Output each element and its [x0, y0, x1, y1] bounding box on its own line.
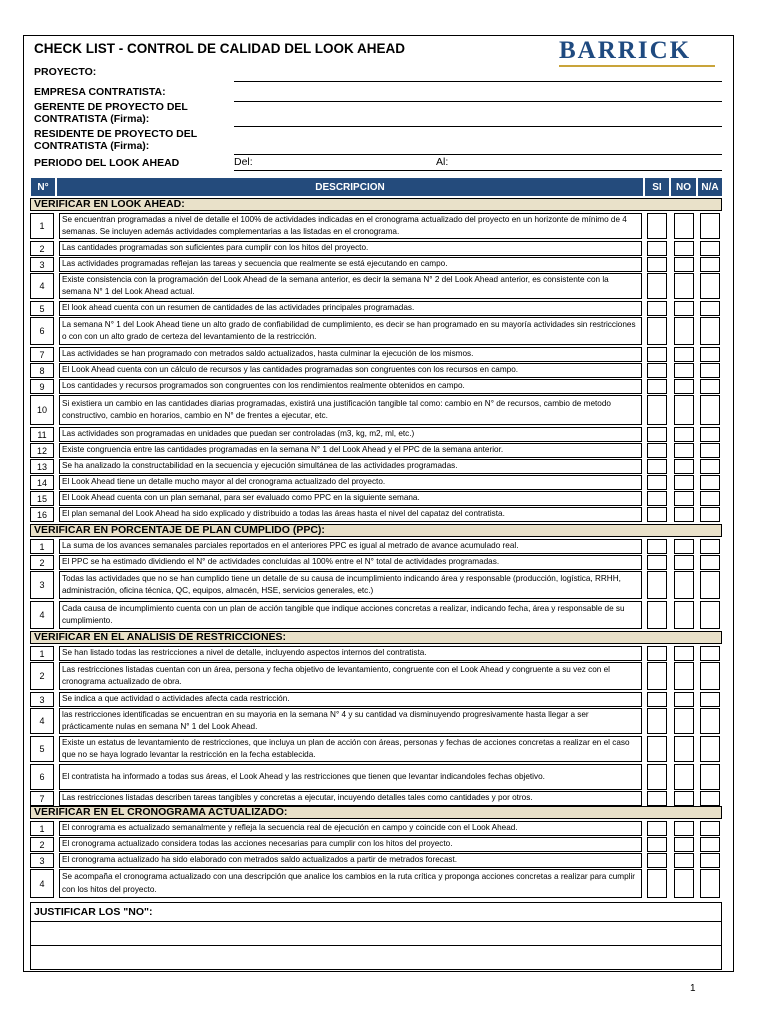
- item-description-text: El contratista ha informado a todas sus áreas, el Look Ahead y las restricciones que tienen que levantar indicandoles fechas objetivo.: [62, 771, 545, 781]
- item-number: 4: [30, 869, 54, 898]
- item-description: [59, 555, 642, 570]
- item-description-text: El PPC se ha estimado dividiendo el N° de actividades concluidas al 100% entre el N° total de actividades programadas.: [62, 557, 500, 567]
- item-description-text: Las actividades se han programado con metrados saldo actualizados, hasta culminar la ejecución de los mismos.: [62, 349, 474, 359]
- item-description-text: El Look Ahead cuenta con un plan semanal, para ser evaluado como PPC en la siguiente semana.: [62, 493, 420, 503]
- table-header: [30, 177, 723, 197]
- col-na-header: N/A: [697, 177, 723, 197]
- item-description-text: Existe consistencia con la programación del Look Ahead de la semana anterior, es decir la semana N° 2 del Look Ahead anterior, es consistente con la semana N° 1 del Look Ahead actual.: [62, 274, 609, 296]
- section-title: VERIFICAR EN EL ANÁLISIS DE RESTRICCIONES:: [30, 631, 722, 644]
- checklist-row: [30, 601, 722, 629]
- no-checkbox[interactable]: [674, 539, 694, 554]
- period-to-label: Al:: [436, 156, 449, 168]
- si-checkbox[interactable]: [647, 837, 667, 852]
- checklist-row: [30, 241, 722, 256]
- col-no-header: NO: [670, 177, 697, 197]
- no-checkbox[interactable]: [674, 764, 694, 790]
- item-description-text: Todas las actividades que no se han cumplido tiene un detalle de su causa de incumplimiento indicando área y responsable (producción, logística, RRHH, administración, oficina técnica, QC, equipos, almacén, HSE, servicios generales, etc.): [62, 573, 621, 595]
- no-checkbox[interactable]: [674, 555, 694, 570]
- no-checkbox[interactable]: [674, 475, 694, 490]
- no-checkbox[interactable]: [674, 736, 694, 762]
- no-checkbox[interactable]: [674, 491, 694, 506]
- item-description: [59, 601, 642, 629]
- checklist-row: [30, 273, 722, 299]
- si-checkbox[interactable]: [647, 821, 667, 836]
- si-checkbox[interactable]: [647, 317, 667, 345]
- na-checkbox[interactable]: [700, 301, 720, 316]
- item-number: 4: [30, 601, 54, 629]
- no-checkbox[interactable]: [674, 837, 694, 852]
- item-description-text: El plan semanal del Look Ahead ha sido explicado y distribuido a todas las áreas hasta el nivel del capataz del contratista.: [62, 509, 505, 519]
- checklist-row: [30, 301, 722, 316]
- item-description: [59, 764, 642, 790]
- item-description: [59, 853, 642, 868]
- item-description-text: El look ahead cuenta con un resumen de cantidades de las actividades principales programadas.: [62, 303, 415, 313]
- checklist-row: [30, 539, 722, 554]
- si-checkbox[interactable]: [647, 363, 667, 378]
- checklist-row: [30, 257, 722, 272]
- field-label-empresa: EMPRESA CONTRATISTA:: [34, 86, 166, 98]
- no-checkbox[interactable]: [674, 273, 694, 299]
- na-checkbox[interactable]: [700, 507, 720, 522]
- si-checkbox[interactable]: [647, 475, 667, 490]
- item-number: 2: [30, 241, 54, 256]
- si-checkbox[interactable]: [647, 791, 667, 806]
- no-checkbox[interactable]: [674, 301, 694, 316]
- item-number: 2: [30, 662, 54, 690]
- checklist-row: [30, 736, 722, 762]
- item-number: 4: [30, 708, 54, 734]
- si-checkbox[interactable]: [647, 257, 667, 272]
- item-number: 4: [30, 273, 54, 299]
- item-number: 1: [30, 821, 54, 836]
- na-checkbox[interactable]: [700, 764, 720, 790]
- no-checkbox[interactable]: [674, 317, 694, 345]
- no-checkbox[interactable]: [674, 347, 694, 362]
- logo-underline: [559, 65, 715, 67]
- field-line-proyecto[interactable]: [234, 81, 722, 82]
- item-description: [59, 273, 642, 299]
- item-number: 3: [30, 853, 54, 868]
- si-checkbox[interactable]: [647, 301, 667, 316]
- si-checkbox[interactable]: [647, 491, 667, 506]
- item-description-text: El conrograma es actualizado semanalmente y refleja la secuencia real de ejecución en campo y coincide con el Look Ahead.: [62, 823, 518, 833]
- checklist-row: [30, 459, 722, 474]
- no-checkbox[interactable]: [674, 379, 694, 394]
- checklist-row: [30, 317, 722, 345]
- item-number: 3: [30, 571, 54, 599]
- na-checkbox[interactable]: [700, 317, 720, 345]
- item-description-text: Se encuentran programadas a nivel de detalle el 100% de actividades indicadas en el cronograma actualizado del proyecto en un horizonte de mínimo de 4 semanas. Se incluyen además actividades complementarias a las listadas en el cronograma.: [62, 214, 627, 236]
- no-checkbox[interactable]: [674, 853, 694, 868]
- na-checkbox[interactable]: [700, 427, 720, 442]
- si-checkbox[interactable]: [647, 347, 667, 362]
- checklist-row: [30, 791, 722, 806]
- item-description: [59, 317, 642, 345]
- item-number: 15: [30, 491, 54, 506]
- item-description: [59, 459, 642, 474]
- justify-box: [30, 902, 722, 970]
- item-number: 3: [30, 692, 54, 707]
- na-checkbox[interactable]: [700, 241, 720, 256]
- item-description: [59, 736, 642, 762]
- checklist-row: [30, 555, 722, 570]
- no-checkbox[interactable]: [674, 257, 694, 272]
- si-checkbox[interactable]: [647, 708, 667, 734]
- si-checkbox[interactable]: [647, 764, 667, 790]
- checklist-row: [30, 764, 722, 790]
- item-description-text: El cronograma actualizado considera todas las acciones necesarias para cumplir con los hitos del proyecto.: [62, 839, 453, 849]
- no-checkbox[interactable]: [674, 459, 694, 474]
- checklist-row: [30, 507, 722, 522]
- col-num-header: N°: [30, 177, 56, 197]
- item-description: [59, 491, 642, 506]
- item-number: 14: [30, 475, 54, 490]
- si-checkbox[interactable]: [647, 539, 667, 554]
- no-checkbox[interactable]: [674, 443, 694, 458]
- barrick-logo: [559, 39, 715, 65]
- checklist-row: [30, 347, 722, 362]
- si-checkbox[interactable]: [647, 241, 667, 256]
- si-checkbox[interactable]: [647, 571, 667, 599]
- item-number: 13: [30, 459, 54, 474]
- item-number: 7: [30, 791, 54, 806]
- no-checkbox[interactable]: [674, 213, 694, 239]
- si-checkbox[interactable]: [647, 379, 667, 394]
- item-description: [59, 395, 642, 425]
- item-number: 1: [30, 539, 54, 554]
- checklist-row: [30, 837, 722, 852]
- checklist-row: [30, 821, 722, 836]
- na-checkbox[interactable]: [700, 491, 720, 506]
- no-checkbox[interactable]: [674, 363, 694, 378]
- na-checkbox[interactable]: [700, 363, 720, 378]
- na-checkbox[interactable]: [700, 692, 720, 707]
- checklist-row: [30, 571, 722, 599]
- na-checkbox[interactable]: [700, 379, 720, 394]
- na-checkbox[interactable]: [700, 853, 720, 868]
- item-description: [59, 571, 642, 599]
- si-checkbox[interactable]: [647, 507, 667, 522]
- si-checkbox[interactable]: [647, 646, 667, 661]
- page-number: 1: [690, 983, 696, 994]
- item-description: [59, 791, 642, 806]
- no-checkbox[interactable]: [674, 427, 694, 442]
- checklist-row: [30, 662, 722, 690]
- item-description-text: La suma de los avances semanales parciales reportados en el anteriores PPC es igual al metrado de avance acumulado real.: [62, 541, 519, 551]
- item-number: 5: [30, 301, 54, 316]
- checklist-row: [30, 646, 722, 661]
- si-checkbox[interactable]: [647, 869, 667, 898]
- no-checkbox[interactable]: [674, 692, 694, 707]
- si-checkbox[interactable]: [647, 213, 667, 239]
- item-description: [59, 708, 642, 734]
- checklist-row: [30, 379, 722, 394]
- checklist-row: [30, 475, 722, 490]
- checklist-page: [23, 35, 734, 972]
- field-label-periodo: PERIODO DEL LOOK AHEAD: [34, 157, 180, 169]
- na-checkbox[interactable]: [700, 791, 720, 806]
- item-number: 8: [30, 363, 54, 378]
- item-description: [59, 539, 642, 554]
- field-line-empresa[interactable]: [234, 101, 722, 102]
- no-checkbox[interactable]: [674, 821, 694, 836]
- item-description: [59, 347, 642, 362]
- item-description: [59, 257, 642, 272]
- item-description-text: Existe congruencia entre las cantidades programadas en la semana N° 1 del Look Ahead y el PPC de la semana anterior.: [62, 445, 504, 455]
- period-from-label: Del:: [234, 156, 253, 168]
- no-checkbox[interactable]: [674, 601, 694, 629]
- item-description-text: Se ha analizado la constructabilidad en la secuencia y ejecución simultánea de las actividades programadas.: [62, 461, 458, 471]
- item-number: 1: [30, 646, 54, 661]
- section-title: VERIFICAR EN LOOK AHEAD:: [30, 198, 722, 211]
- item-description-text: Las cantidades programadas son suficientes para cumplir con los hitos del proyecto.: [62, 243, 369, 253]
- na-checkbox[interactable]: [700, 736, 720, 762]
- na-checkbox[interactable]: [700, 475, 720, 490]
- item-description: [59, 507, 642, 522]
- si-checkbox[interactable]: [647, 273, 667, 299]
- na-checkbox[interactable]: [700, 708, 720, 734]
- item-number: 6: [30, 317, 54, 345]
- item-description: [59, 427, 642, 442]
- item-description: [59, 646, 642, 661]
- justify-label: JUSTIFICAR LOS "NO":: [34, 906, 153, 918]
- si-checkbox[interactable]: [647, 853, 667, 868]
- item-number: 2: [30, 837, 54, 852]
- item-description-text: El cronograma actualizado ha sido elaborado con metrados saldo actualizados a partir de metrados forecast.: [62, 855, 458, 865]
- item-description-text: El Look Ahead tiene un detalle mucho mayor al del cronograma actualizado del proyecto.: [62, 477, 386, 487]
- no-checkbox[interactable]: [674, 869, 694, 898]
- si-checkbox[interactable]: [647, 443, 667, 458]
- na-checkbox[interactable]: [700, 555, 720, 570]
- no-checkbox[interactable]: [674, 708, 694, 734]
- item-number: 16: [30, 507, 54, 522]
- item-description-text: Si existiera un cambio en las cantidades diarias programadas, existirá una justificación tangible tal como: cambio en N° de recursos, cambio de metodo constructivo, cambio en horarios, cambio en N° de frentes a ejecutar, etc.: [62, 398, 611, 420]
- item-number: 9: [30, 379, 54, 394]
- item-description: [59, 379, 642, 394]
- na-checkbox[interactable]: [700, 257, 720, 272]
- item-description-text: Existe un estatus de levantamiento de restricciones, que incluya un plan de acción con áreas, personas y fechas de acciones concretas a realizar en el caso que no se haya logrado levantar la restricción en la fecha establecida.: [62, 737, 630, 759]
- item-description: [59, 869, 642, 898]
- na-checkbox[interactable]: [700, 601, 720, 629]
- item-number: 5: [30, 736, 54, 762]
- no-checkbox[interactable]: [674, 791, 694, 806]
- no-checkbox[interactable]: [674, 507, 694, 522]
- item-number: 3: [30, 257, 54, 272]
- item-description-text: Se indica a que actividad o actividades afecta cada restricción.: [62, 694, 290, 704]
- field-label-proyecto: PROYECTO:: [34, 66, 97, 78]
- item-description-text: Las restricciones listadas cuentan con un área, persona y fecha objetivo de levantamiento, congruente con el Look Ahead y congruente a su vez con el cronograma actualizado de obra.: [62, 664, 611, 686]
- si-checkbox[interactable]: [647, 601, 667, 629]
- checklist-row: [30, 443, 722, 458]
- section-title: VERIFICAR EN EL CRONOGRAMA ACTUALIZADO:: [30, 806, 722, 819]
- field-label-gerente: GERENTE DE PROYECTO DEL CONTRATISTA (Firma):: [34, 101, 188, 125]
- checklist-row: [30, 491, 722, 506]
- na-checkbox[interactable]: [700, 539, 720, 554]
- checklist-row: [30, 853, 722, 868]
- si-checkbox[interactable]: [647, 395, 667, 425]
- item-number: 12: [30, 443, 54, 458]
- item-description: [59, 213, 642, 239]
- si-checkbox[interactable]: [647, 692, 667, 707]
- item-number: 11: [30, 427, 54, 442]
- item-description-text: Las restricciones listadas describen tareas tangibles y concretas a ejecutar, incuyendo detalles tales como cantidades y por otros.: [62, 793, 533, 803]
- page-title: CHECK LIST - CONTROL DE CALIDAD DEL LOOK AHEAD: [34, 41, 405, 56]
- logo-text: BARRICK: [559, 37, 692, 64]
- field-line-periodo[interactable]: [234, 170, 722, 171]
- justify-line[interactable]: [31, 945, 721, 946]
- si-checkbox[interactable]: [647, 662, 667, 690]
- na-checkbox[interactable]: [700, 646, 720, 661]
- no-checkbox[interactable]: [674, 571, 694, 599]
- na-checkbox[interactable]: [700, 347, 720, 362]
- item-description: [59, 821, 642, 836]
- na-checkbox[interactable]: [700, 821, 720, 836]
- item-description: [59, 363, 642, 378]
- na-checkbox[interactable]: [700, 213, 720, 239]
- na-checkbox[interactable]: [700, 662, 720, 690]
- item-number: 10: [30, 395, 54, 425]
- field-label-residente: RESIDENTE DE PROYECTO DEL CONTRATISTA (Firma):: [34, 128, 198, 152]
- col-desc-header: DESCRIPCION: [56, 177, 644, 197]
- na-checkbox[interactable]: [700, 395, 720, 425]
- si-checkbox[interactable]: [647, 459, 667, 474]
- field-line-residente[interactable]: [234, 154, 722, 155]
- si-checkbox[interactable]: [647, 555, 667, 570]
- item-description-text: las restricciones identificadas se encuentran en su mayoria en la semana N° 4 y su cantidad va disminuyendo progresivamente hasta llegar a ser prácticamente nulas en semana N° 1 del Look Ahead.: [62, 709, 589, 731]
- checklist-row: [30, 363, 722, 378]
- checklist-row: [30, 869, 722, 898]
- item-description-text: La semana N° 1 del Look Ahead tiene un alto grado de confiabilidad de cumplimiento, es decir se han programado en su mayoría actividades sin restricciones o con con un alto grado de certeza del levantamiento de la restricción.: [62, 319, 636, 341]
- col-si-header: SI: [644, 177, 670, 197]
- item-description-text: El Look Ahead cuenta con un cálculo de recursos y las cantidades programadas son congruentes con los recursos en campo.: [62, 365, 519, 375]
- section-title: VERIFICAR EN PORCENTAJE DE PLAN CUMPLIDO (PPC):: [30, 524, 722, 537]
- item-description: [59, 475, 642, 490]
- item-description-text: Se acompaña el cronograma actualizado con una descripción que analice los cambios en la ruta crítica y proponga acciones concretas a realizar para cumplir con los hitos del proyecto.: [62, 872, 635, 894]
- no-checkbox[interactable]: [674, 395, 694, 425]
- checklist-row: [30, 427, 722, 442]
- na-checkbox[interactable]: [700, 459, 720, 474]
- item-number: 7: [30, 347, 54, 362]
- na-checkbox[interactable]: [700, 443, 720, 458]
- checklist-row: [30, 395, 722, 425]
- item-description-text: Los cantidades y recursos programados son congruentes con los rendimientos realmente obtenidos en campo.: [62, 381, 465, 391]
- na-checkbox[interactable]: [700, 273, 720, 299]
- na-checkbox[interactable]: [700, 571, 720, 599]
- item-description: [59, 301, 642, 316]
- si-checkbox[interactable]: [647, 736, 667, 762]
- na-checkbox[interactable]: [700, 837, 720, 852]
- item-number: 2: [30, 555, 54, 570]
- no-checkbox[interactable]: [674, 241, 694, 256]
- item-description: [59, 662, 642, 690]
- no-checkbox[interactable]: [674, 646, 694, 661]
- justify-line[interactable]: [31, 921, 721, 922]
- na-checkbox[interactable]: [700, 869, 720, 898]
- item-description: [59, 241, 642, 256]
- no-checkbox[interactable]: [674, 662, 694, 690]
- si-checkbox[interactable]: [647, 427, 667, 442]
- item-number: 1: [30, 213, 54, 239]
- checklist-row: [30, 708, 722, 734]
- item-description-text: Se han listado todas las restricciones a nivel de detalle, incluyendo aspectos internos del contratista.: [62, 648, 427, 658]
- item-description: [59, 692, 642, 707]
- item-description-text: Las actividades programadas reflejan las tareas y secuencia que realmente se está ejecutando en campo.: [62, 259, 448, 269]
- checklist-row: [30, 692, 722, 707]
- checklist-row: [30, 213, 722, 239]
- item-description-text: Las actividades son programadas en unidades que puedan ser controladas (m3, kg, m2, ml, etc.): [62, 429, 415, 439]
- item-description-text: Cada causa de incumplimiento cuenta con un plan de acción tangible que indique acciones concretas a realizar, indicando fecha, área y responsable de su cumplimiento.: [62, 603, 625, 625]
- item-description: [59, 837, 642, 852]
- item-number: 6: [30, 764, 54, 790]
- field-line-gerente[interactable]: [234, 126, 722, 127]
- item-description: [59, 443, 642, 458]
